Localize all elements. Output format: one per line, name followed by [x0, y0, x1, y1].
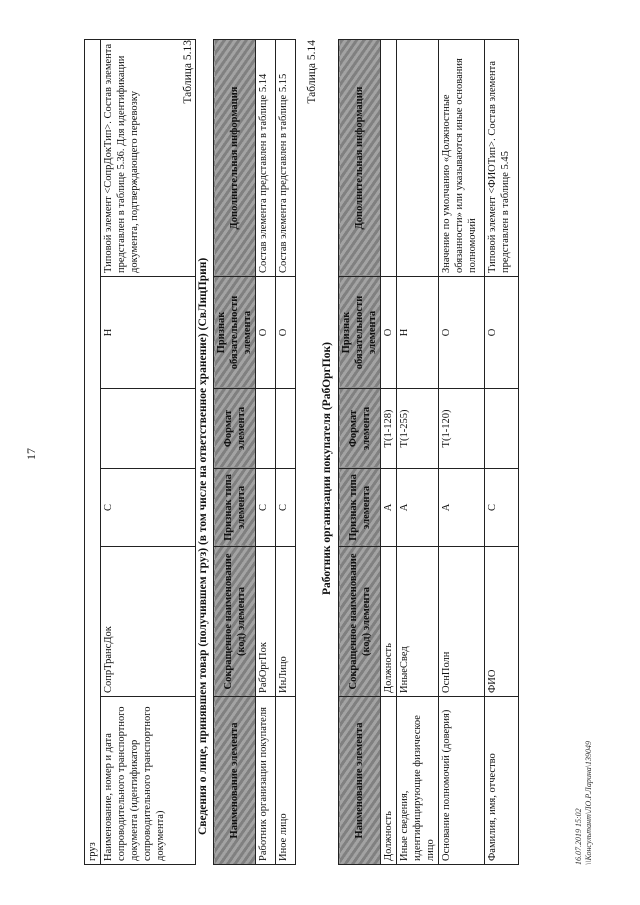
cell-format: T(1-128) [381, 389, 397, 469]
cell-type: С [485, 469, 519, 547]
header-type: Признак типа элемента [214, 469, 256, 547]
header-code: Сокращенное наименование (код) элемента [214, 547, 256, 697]
header-row [214, 40, 256, 865]
cell-type: С [256, 469, 276, 547]
header-format: Формат элемента [339, 389, 381, 469]
print-footer [574, 741, 594, 865]
table-5-14 [338, 39, 519, 865]
cell-format [276, 389, 296, 469]
cell-required: О [485, 277, 519, 389]
cell-format [485, 389, 519, 469]
cell-code: РабОргПок [256, 547, 276, 697]
section-label: груз [85, 39, 101, 864]
cell-info [381, 40, 397, 277]
cell-name: Должность [381, 697, 397, 865]
table-title-513: Сведения о лице, принявшем товар (получившем груз) (в том числе на ответственное хранение) (СвЛицПрин) [197, 257, 209, 835]
cell-name: Фамилия, имя, отчество [485, 697, 519, 865]
cell-type: С [101, 469, 196, 547]
header-row [339, 40, 381, 865]
cell-code: СопрТрансДок [101, 547, 196, 697]
table-label-514: Таблица 5.14 [306, 40, 318, 104]
header-type: Признак типа элемента [339, 469, 381, 547]
cell-info [397, 40, 439, 277]
cell-code: ОснПолн [439, 547, 485, 697]
header-name: Наименование элемента [214, 697, 256, 865]
cell-type: А [439, 469, 485, 547]
table-label-513: Таблица 5.13 [182, 40, 194, 104]
section-row [85, 39, 101, 864]
cell-format: T(1-255) [397, 389, 439, 469]
cell-required: О [256, 277, 276, 389]
cell-required: О [276, 277, 296, 389]
cell-format [256, 389, 276, 469]
table-row [276, 40, 296, 865]
continuation-table [84, 39, 196, 865]
cell-info: Состав элемента представлен в таблице 5.15 [276, 40, 296, 277]
table-row [485, 40, 519, 865]
page-number: 17 [24, 448, 38, 460]
cell-type: А [381, 469, 397, 547]
header-required: Признак обязательности элемента [339, 277, 381, 389]
table-row [439, 40, 485, 865]
cell-type: С [276, 469, 296, 547]
cell-info: Типовой элемент <ФИОТип>. Состав элемента представлен в таблице 5.45 [485, 40, 519, 277]
cell-code: ИныеСвед [397, 547, 439, 697]
cell-code: ФИО [485, 547, 519, 697]
table-row [397, 40, 439, 865]
footer-source: \\Консультант\ЛО.Р.Ларина\139049 [584, 740, 593, 865]
table-5-13 [213, 39, 296, 865]
header-info: Дополнительная информация [214, 40, 256, 277]
cell-required: О [381, 277, 397, 389]
cell-name: Работник организации покупателя [256, 697, 276, 865]
cell-required: О [439, 277, 485, 389]
cell-info: Типовой элемент <СопрДокТип>. Состав элемента представлен в таблице 5.36. Для идентификации документа, подтверждающего перевозку [101, 39, 196, 276]
table-row [381, 40, 397, 865]
cell-info: Значение по умолчанию «Должностные обязанности» или указываются иные основания полномочий [439, 40, 485, 277]
cell-format: T(1-120) [439, 389, 485, 469]
cell-name: Основание полномочий (доверия) [439, 697, 485, 865]
header-info: Дополнительная информация [339, 40, 381, 277]
header-required: Признак обязательности элемента [214, 277, 256, 389]
table-title-514: Работник организации покупателя (РабОргПок) [321, 342, 333, 595]
table-row [101, 39, 196, 864]
cell-info: Состав элемента представлен в таблице 5.14 [256, 40, 276, 277]
cell-required: Н [397, 277, 439, 389]
cell-code: Должность [381, 547, 397, 697]
header-code: Сокращенное наименование (код) элемента [339, 547, 381, 697]
table-row [256, 40, 276, 865]
cell-name: Иные сведения, идентифицирующие физическое лицо [397, 697, 439, 865]
cell-code: ИнЛицо [276, 547, 296, 697]
cell-name: Иное лицо [276, 697, 296, 865]
cell-name: Наименование, номер и дата сопроводительного транспортного документа (идентификатор сопроводительного транспортного документа) [101, 697, 196, 865]
cell-type: А [397, 469, 439, 547]
cell-required: Н [101, 277, 196, 389]
header-name: Наименование элемента [339, 697, 381, 865]
footer-date: 16.07.2019 15:02 [574, 808, 583, 865]
cell-format [101, 389, 196, 469]
header-format: Формат элемента [214, 389, 256, 469]
